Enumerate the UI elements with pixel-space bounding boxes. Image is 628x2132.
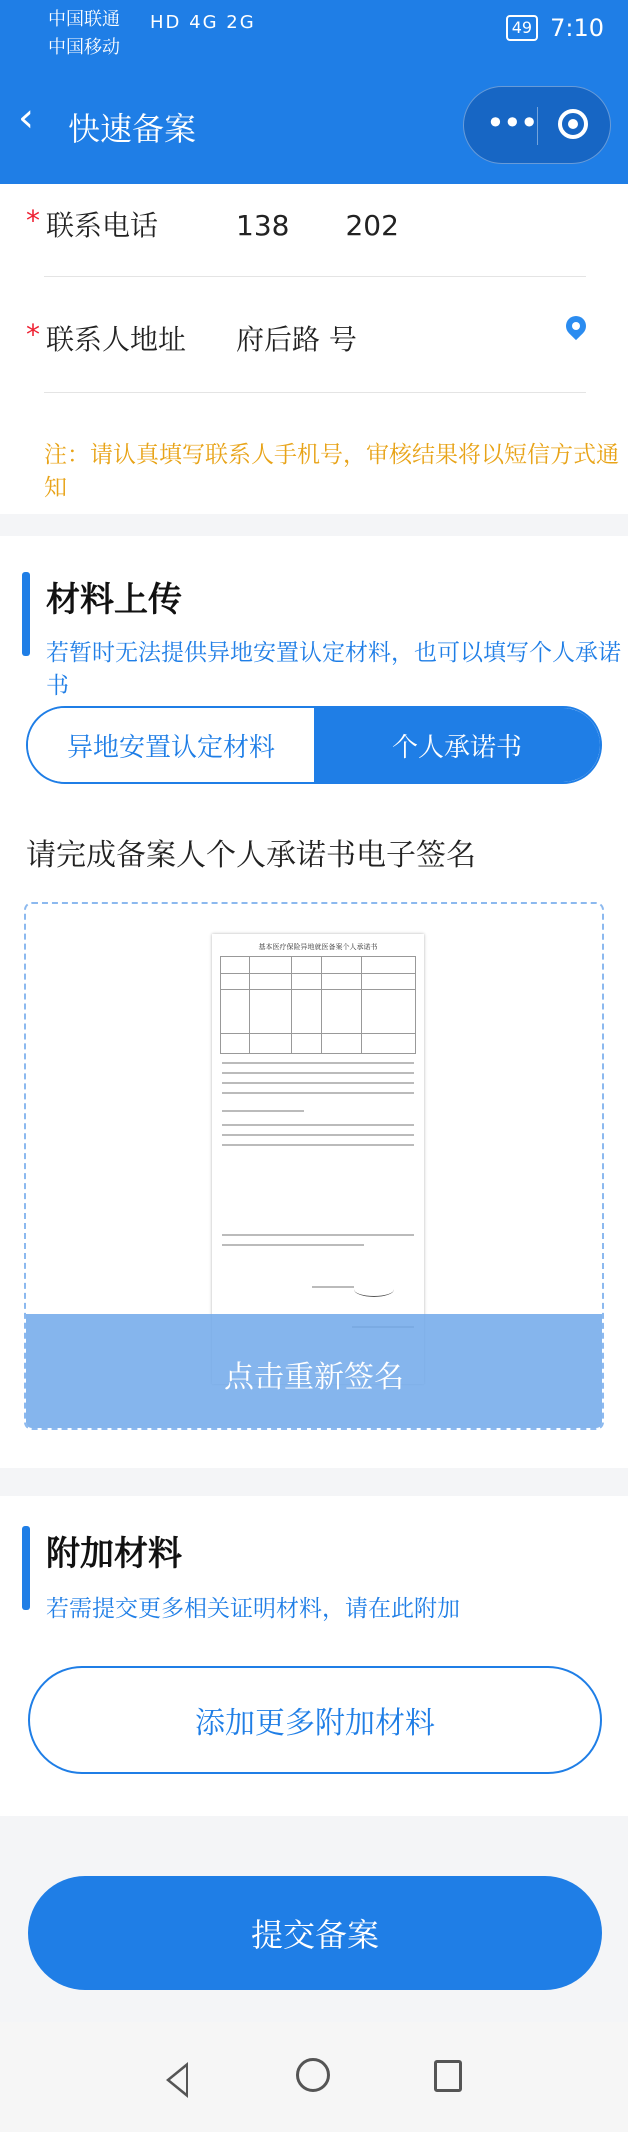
notice-text: 注：请认真填写联系人手机号，审核结果将以短信方式通知 — [44, 442, 619, 501]
app-header — [0, 0, 628, 184]
target-icon[interactable] — [558, 109, 588, 139]
miniapp-capsule — [463, 86, 611, 164]
tab-relocation-material[interactable]: 异地安置认定材料 — [28, 708, 314, 782]
signature-area[interactable] — [24, 902, 604, 1430]
divider — [44, 392, 586, 393]
materials-subtitle: 若暂时无法提供异地安置认定材料，也可以填写个人承诺书 — [46, 640, 621, 699]
tab-personal-commitment[interactable]: 个人承诺书 — [314, 708, 600, 782]
page-title: 快速备案 — [68, 110, 197, 148]
more-dots-icon[interactable]: ••• — [486, 104, 537, 142]
phone-field[interactable]: 138 202 — [236, 209, 399, 242]
document-title: 基本医疗保险异地就医备案个人承诺书 — [258, 943, 378, 951]
divider — [44, 276, 586, 277]
carrier-1: 中国联通 — [48, 9, 120, 30]
submit-button[interactable]: 提交备案 — [28, 1876, 602, 1990]
extra-subtitle: 若需提交更多相关证明材料，请在此附加 — [46, 1596, 460, 1622]
nav-home-icon[interactable] — [296, 2058, 330, 2092]
back-button[interactable] — [18, 95, 34, 141]
signature-mark — [354, 1282, 394, 1297]
address-field[interactable]: 府后路 号 — [236, 323, 357, 356]
document-table — [220, 956, 416, 1054]
materials-title: 材料上传 — [46, 580, 182, 620]
address-label: 联系人地址 — [46, 323, 187, 356]
nav-recent-icon[interactable] — [434, 2060, 462, 2092]
extra-title: 附加材料 — [46, 1534, 182, 1574]
resign-label: 点击重新签名 — [224, 1360, 404, 1395]
battery-icon: 49 — [506, 15, 538, 41]
resign-button[interactable] — [26, 1314, 602, 1430]
sign-prompt: 请完成备案人个人承诺书电子签名 — [26, 838, 476, 873]
section-accent-bar — [22, 1526, 30, 1610]
material-tabs — [26, 706, 602, 784]
phone-label: 联系电话 — [46, 209, 159, 242]
system-nav-bar — [0, 2022, 628, 2132]
status-right — [506, 14, 604, 42]
required-mark: * — [26, 318, 40, 351]
signal-icons — [150, 12, 256, 33]
nav-back-icon[interactable] — [166, 2062, 188, 2098]
status-carriers — [48, 6, 120, 62]
add-extra-material-button[interactable]: 添加更多附加材料 — [28, 1666, 602, 1774]
signal-text: HD 4G 2G — [150, 12, 256, 33]
capsule-divider — [537, 107, 538, 145]
required-mark: * — [26, 204, 40, 237]
section-accent-bar — [22, 572, 30, 656]
status-time: 7:10 — [550, 14, 604, 42]
carrier-2: 中国移动 — [48, 37, 120, 58]
chevron-left-icon: ‹ — [18, 95, 34, 141]
